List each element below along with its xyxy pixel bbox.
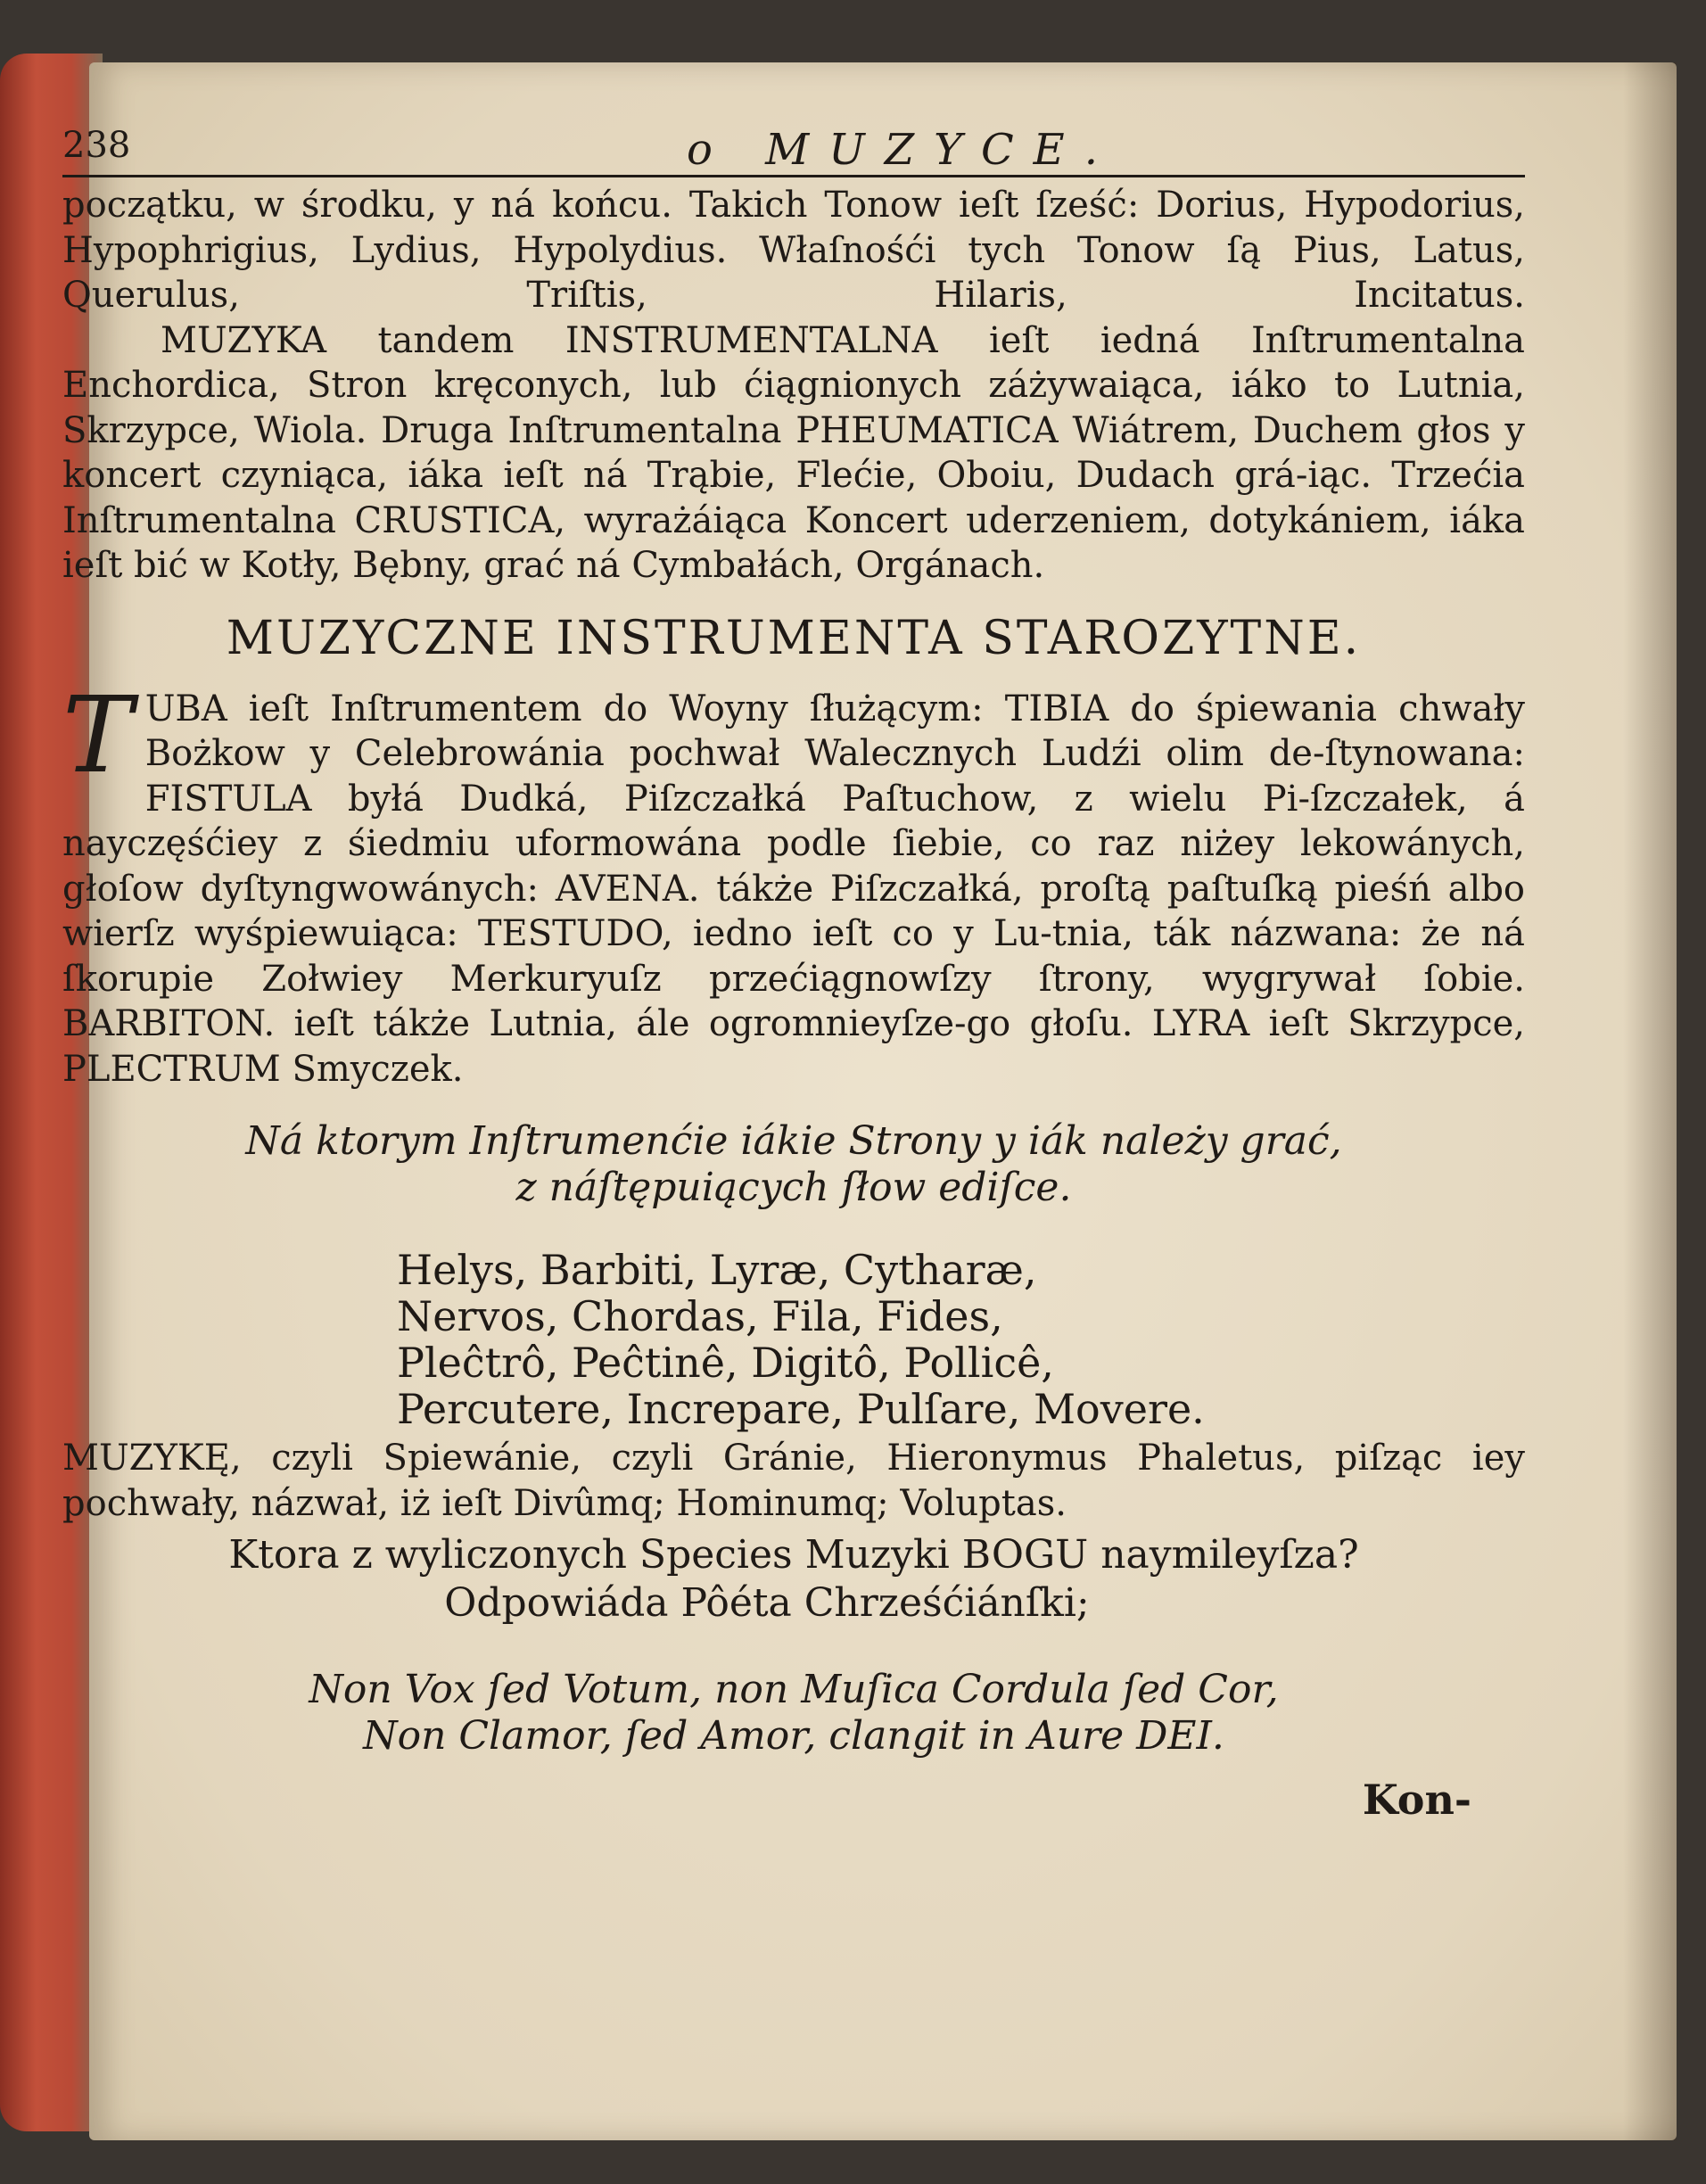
- italic-subheading-line-2: z náſtępuiących ſłow ediſce.: [515, 1165, 1072, 1210]
- paragraph-3-text: UBA ieſt Inſtrumentem do Woyny ſłużącym: TIBIA do śpiewania chwały Bożkow y Celebrowánia pochwał Walecznych Ludźi olim de-ſtynowana: FISTULA byłá Dudká, Piſzczałká Paſtuchow, z wielu Pi-ſzczałek, á nayczęśćiey z śiedmiu uformowána podle ſiebie, co raz niżey lekowánych, głoſow dyſtyngwowánych: AVENA. tákże Piſzczałká, proſtą paſtuſką pieśń albo wierſz wyśpiewuiąca: TESTUDO, iedno ieſt co y Lu-tnia, ták názwana: że ná ſkorupie Zołwiey Merkuryuſz przećiągnowſzy ſtrony, wygrywał ſobie. BARBITON. ieſt tákże Lutnia, ále ogromnieyſze-go głoſu. LYRA ieſt Skrzypce, PLECTRUM Smyczek.: [62, 688, 1525, 1090]
- verse-line: Helys, Barbiti, Lyræ, Cytharæ,: [397, 1246, 1037, 1294]
- closing-couplet: [62, 1667, 1525, 1760]
- verse-line: Nervos, Chordas, Fila, Fides,: [397, 1292, 1003, 1340]
- gutter-shadow: [1623, 62, 1677, 2140]
- italic-subheading-line-1: Ná ktorym Inſtrumenćie iákie Strony y iák należy grać,: [245, 1118, 1342, 1164]
- paragraph-3: [62, 672, 1525, 1092]
- couplet-line-1: Non Vox ſed Votum, non Muſica Cordula ſed Cor,: [309, 1667, 1279, 1712]
- verse-line: Percutere, Increpare, Pulſare, Movere.: [397, 1385, 1205, 1433]
- page-content: [62, 125, 1525, 1824]
- answer-line: Odpowiáda Pôéta Chrześćiánſki;: [444, 1580, 1090, 1626]
- question-line: Ktora z wyliczonych Species Muzyki BOGU naymileyſza?: [228, 1532, 1359, 1578]
- catchword: Kon-: [1362, 1776, 1471, 1824]
- paragraph-4: MUZYKĘ, czyli Spiewánie, czyli Gránie, Hieronymus Phaletus, piſząc iey pochwały, názwał, iż ieſt Divûmq; Hominumq; Voluptas.: [62, 1438, 1525, 1524]
- running-head: [62, 125, 1525, 177]
- couplet-line-2: Non Clamor, ſed Amor, clangit in Aure DEI.: [363, 1713, 1224, 1759]
- page-number: 238: [62, 125, 131, 166]
- verse-line: Pleĉtrô, Peĉtinê, Digitô, Pollicê,: [397, 1339, 1054, 1387]
- section-heading: MUZYCZNE INSTRUMENTA STAROZYTNE.: [226, 611, 1362, 665]
- latin-verse-list: [397, 1247, 1525, 1432]
- drop-cap: T: [62, 672, 133, 796]
- paragraph-1: początku, w środku, y ná końcu. Takich Tonow ieſt ſześć: Dorius, Hypodorius, Hypophrigius, Lydius, Hypolydius. Właſnośći tych Tonow ſą Pius, Latus, Querulus, Triſtis, Hilaris, Incitatus.: [62, 185, 1525, 316]
- paragraph-2: MUZYKA tandem INSTRUMENTALNA ieſt iedná Inſtrumentalna Enchordica, Stron kręconych, lub ćiągnionych záżywaiąca, iáko to Lutnia, Skrzypce, Wiola. Druga Inſtrumentalna PHEUMATICA Wiátrem, Duchem głos y koncert czyniąca, iáka ieſt ná Trąbie, Flećie, Oboiu, Dudach grá-iąc. Trzećia Inſtrumentalna CRUSTICA, wyrażáiąca Koncert uderzeniem, dotykániem, iáka ieſt bić w Kotły, Bębny, grać ná Cymbałách, Orgánach.: [62, 319, 1525, 586]
- header-title: o MUZYCE.: [687, 125, 1117, 175]
- italic-subheading: [62, 1118, 1525, 1211]
